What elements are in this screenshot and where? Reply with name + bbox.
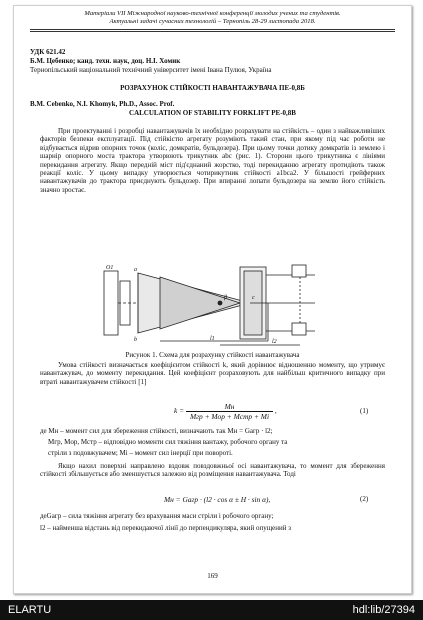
intro-paragraph: При проектуванні і розробці навантажувачів їх необхідно розрахувати на стійкість – один з найважливіших факторів безпеки експлуатації. Під стійкістю агрегату розуміють такий стан, при якому під час роботи не відбувається відрив опорних точок (коліс, домкратів, бульдозера). При цьому точки дотику домкратів із землею і шарнір опорного моста трактора утворюють трикутник abc (рис. 1). Сторони цього трикутника є лініями перекидання агрегату. Якщо передній міст під'єднаний жорстко, тоді перекиданню агрегату протидіють також реакції коліс. У цьому випадку утворюється чотирикутник стійкості a1bca2. У більшості грейферних навантажувачів до трактора приєднують бульдозер. При впиранні лопати бульдозера на землю його стійкість значно зростає. — [40, 127, 385, 194]
conference-header — [30, 10, 395, 26]
affiliation: Тернопільський національний технічний університет імені Івана Пулюя, Україна — [30, 66, 272, 74]
left-wheel-block — [104, 271, 118, 335]
label-l2: l2 — [272, 339, 277, 345]
label-c: c — [252, 295, 255, 301]
paper-page — [13, 5, 412, 594]
authors-ua: Б.М. Цебенко; канд. техн. наук, доц. Н.І. Хомик — [30, 57, 181, 65]
def1-line-2: Mгр, Mор, Mстр – відповідно моменти сил тяжіння вантажу, робочого органу та — [48, 438, 288, 446]
figure-caption: Рисунок 1. Схема для розрахунку стійкості навантажувача — [125, 351, 300, 359]
equation-1 — [174, 402, 277, 421]
label-beta: β — [224, 295, 227, 301]
eq1-denominator: Mгр + Mор + Mстр + Mі — [189, 412, 269, 421]
eq1-lhs: k = — [174, 406, 185, 416]
repository-footer — [0, 600, 423, 620]
eq2-number: (2) — [360, 495, 369, 503]
eq1-comma: , — [274, 406, 277, 416]
stability-condition-paragraph: Умова стійкості визначається коефіцієнтом стійкості k, який дорівнює відношенню моменту, що утримує навантажувач, до моменту перекидання. Цей коефіцієнт розраховують для найбільш критичного випадку при втраті навантажувачем стійкості [1] — [40, 361, 385, 386]
eq1-numerator: Mн — [186, 402, 273, 412]
udk-code: УДК 621.42 — [30, 48, 66, 56]
title-ua: РОЗРАХУНОК СТІЙКОСТІ НАВАНТАЖУВАЧА ПЕ-0,8Б — [120, 84, 305, 92]
footer-repository-name: ELARTU — [8, 604, 52, 616]
footer-handle-link[interactable]: hdl:lib/27394 — [352, 604, 415, 616]
authors-en: B.M. Cebenko, N.I. Khomyk, Ph.D., Assoc. Prof. — [30, 100, 175, 108]
header-line-2: Актуальні задачі сучасних технологій – Тернопіль 28-29 листопада 2018. — [109, 18, 316, 25]
label-l1: l1 — [210, 336, 215, 342]
label-o1: O1 — [106, 265, 114, 271]
def2-line-2: l2 – найменша відстань від перекидаючої лінії до перпендикуляра, який опущений з — [40, 524, 292, 532]
equation-2: Mн = Gагр · (l2 · cos α ± H · sin α), — [164, 495, 271, 504]
def1-line-1: де Mн – момент сил для збереження стійкості, визначають так Mн = Gагр · l2; — [40, 427, 273, 435]
def1-line-3: стріли з подовжувачем; Mі – момент сил інерції при повороті. — [48, 449, 233, 457]
slope-paragraph: Якщо нахил поверхні направлено вздовж повздовжньої осі навантажувача, то момент для збереження стійкості збільшується або зменшується залежно від розміщення навантажувача. Тоді — [40, 462, 385, 479]
eq1-fraction — [186, 402, 273, 421]
header-rule — [30, 29, 395, 30]
stability-diagram — [100, 261, 326, 349]
page-number: 169 — [207, 572, 218, 580]
label-a: a — [134, 267, 137, 273]
title-en: CALCULATION OF STABILITY FORKLIFT PE-0,8B — [129, 109, 296, 117]
def2-line-1: деGагр – сила тяжіння агрегату без врахування маси стріли і робочого органу; — [40, 512, 274, 520]
header-line-1: Матеріали VІІ Міжнародної науково-технічної конференції молодих учених та студентів. — [84, 10, 341, 17]
header-rule-thin — [30, 31, 395, 32]
eq1-number: (1) — [360, 407, 369, 415]
label-b: b — [134, 337, 137, 343]
